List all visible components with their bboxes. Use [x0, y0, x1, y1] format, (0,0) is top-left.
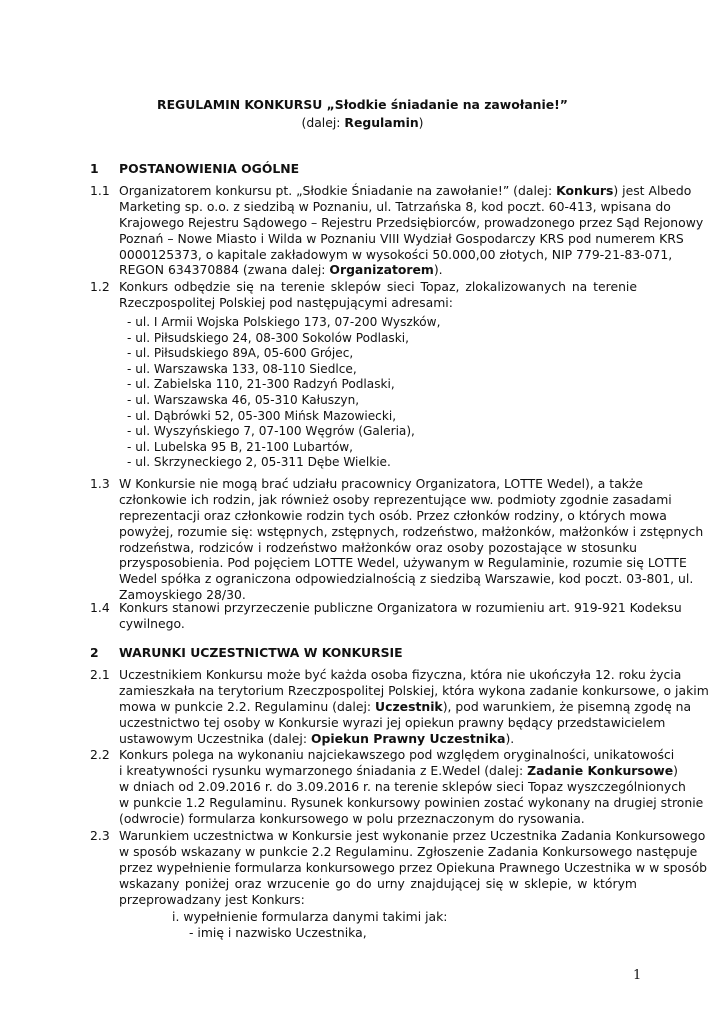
section-number: 1: [90, 161, 99, 176]
list-item: - ul. Wyszyńskiego 7, 07-100 Węgrów (Galeria),: [127, 424, 415, 439]
paragraph-2-3: Warunkiem uczestnictwa w Konkursie jest wykonanie przez Uczestnika Zadania Konkursowego w sposób wskazany w punkcie 2.2 Regulaminu. Zgłoszenie Zadania Konkursowego następuje przez wypełnienie formularza konkursowego przez Opiekuna Prawnego Uczestnika w w sposób wskazany poniżej oraz wrzucenie go do urny znajdującej się w sklepie, w którym przeprowadzany jest Konkurs:: [119, 828, 708, 907]
section-title: WARUNKI UCZESTNICTWA W KONKURSIE: [119, 645, 403, 660]
paragraph-1-3: W Konkursie nie mogą brać udziału pracownicy Organizatora, LOTTE Wedel), a także członkowie ich rodzin, jak również osoby reprezentujące ww. podmioty zgodnie zasadami reprezentacji oraz członkowie rodzin tych osób. Przez członków rodziny, o których mowa powyżej, rozumie się: wstępnych, zstępnych, rodzeństwo, małżonków, małżonków i zstępnych rodzeństwa, rodziców i rodzeństwo małżonków oraz osoby pozostające w stosunku przysposobienia. Pod pojęciem LOTTE Wedel, używanym w Regulaminie, rozumie się LOTTE Wedel spółka z ograniczona odpowiedzialnością z siedzibą Warszawie, kod poczt. 03-801, ul. Zamoyskiego 28/30.: [119, 476, 704, 603]
sub-item-text: i. wypełnienie formularza danymi takimi jak:: [172, 909, 448, 924]
paragraph-2-1: Uczestnikiem Konkursu może być każda osoba fizyczna, która nie ukończyła 12. roku życia zamieszkała na terytorium Rzeczpospolitej Polskiej, która wykona zadanie konkursowe, o jakim mowa w punkcie 2.2. Regulaminu (dalej: Uczestnik), pod warunkiem, że pisemną zgodę na uczestnictwo tej osoby w Konkursie wyrazi jej opiekun prawny będący przedstawicielem ustawowym Uczestnika (dalej: Opiekun Prawny Uczestnika).: [119, 667, 709, 746]
list-item: - ul. Warszawska 133, 08-110 Siedlce,: [127, 361, 357, 376]
paragraph-number: 1.4: [90, 600, 110, 615]
paragraph-number: 1.2: [90, 279, 110, 294]
paragraph-number: 1.3: [90, 476, 110, 491]
paragraph-1-2: Konkurs odbędzie się na terenie sklepów sieci Topaz, zlokalizowanych na terenie Rzeczpospolitej Polskiej pod następującymi adresami:: [119, 279, 637, 310]
paragraph-number: 2.1: [90, 667, 110, 682]
subtitle-pre: (dalej:: [301, 115, 345, 130]
list-item: - ul. Zabielska 110, 21-300 Radzyń Podlaski,: [127, 377, 395, 392]
page-number: 1: [633, 968, 642, 983]
paragraph-number: 2.2: [90, 747, 110, 762]
list-item: - ul. Lubelska 95 B, 21-100 Lubartów,: [127, 439, 353, 454]
list-item: - ul. Piłsudskiego 24, 08-300 Sokolów Podlaski,: [127, 330, 409, 345]
subtitle-bold: Regulamin: [344, 115, 419, 130]
paragraph-2-2: Konkurs polega na wykonaniu najciekawszego pod względem oryginalności, unikatowości i kreatywności rysunku wymarzonego śniadania z E.Wedel (dalej: Zadanie Konkursowe) w dniach od 2.09.2016 r. do 3.09.2016 r. na terenie sklepów sieci Topaz wyszczególnionych w punkcie 1.2 Regulaminu. Rysunek konkursowy powinien zostać wykonany na drugiej stronie (odwrocie) formularza konkursowego w polu przeznaczonym do rysowania.: [119, 747, 704, 826]
paragraph-number: 1.1: [90, 183, 110, 198]
document-subtitle: [0, 115, 725, 130]
section-heading-1: [90, 161, 299, 176]
list-item: - ul. Skrzyneckiego 2, 05-311 Dębe Wielkie.: [127, 455, 391, 470]
list-item: - ul. Piłsudskiego 89A, 05-600 Grójec,: [127, 346, 354, 361]
section-title: POSTANOWIENIA OGÓLNE: [119, 161, 300, 176]
list-item: - ul. I Armii Wojska Polskiego 173, 07-200 Wyszków,: [127, 315, 441, 329]
paragraph-number: 2.3: [90, 828, 110, 843]
paragraph-1-4: Konkurs stanowi przyrzeczenie publiczne Organizatora w rozumieniu art. 919-921 Kodeksu cywilnego.: [119, 600, 682, 631]
sub-item-i: [172, 909, 447, 941]
paragraph-1-1: Organizatorem konkursu pt. „Słodkie Śniadanie na zawołanie!” (dalej: Konkurs) jest Albedo Marketing sp. o.o. z siedzibą w Poznaniu, ul. Tatrzańska 8, kod poczt. 60-413, wpisana do Krajowego Rejestru Sądowego – Rejestru Przedsiębiorców, prowadzonego przez Sąd Rejonowy Poznań – Nowe Miasto i Wilda w Poznaniu VIII Wydział Gospodarczy KRS pod numerem KRS 0000125373, o kapitale zakładowym w wysokości 50.000,00 złotych, NIP 779-21-83-071, REGON 634370884 (zwana dalej: Organizatorem).: [119, 183, 704, 278]
sub-item-bullet: - imię i nazwisko Uczestnika,: [189, 925, 367, 940]
subtitle-post: ): [418, 115, 424, 130]
document-title: REGULAMIN KONKURSU „Słodkie śniadanie na zawołanie!”: [157, 97, 568, 112]
section-heading-2: [90, 645, 403, 660]
list-item: - ul. Warszawska 46, 05-310 Kałuszyn,: [127, 392, 360, 407]
address-list: [127, 315, 440, 471]
list-item: - ul. Dąbrówki 52, 05-300 Mińsk Mazowiecki,: [127, 408, 397, 423]
section-number: 2: [90, 645, 99, 660]
